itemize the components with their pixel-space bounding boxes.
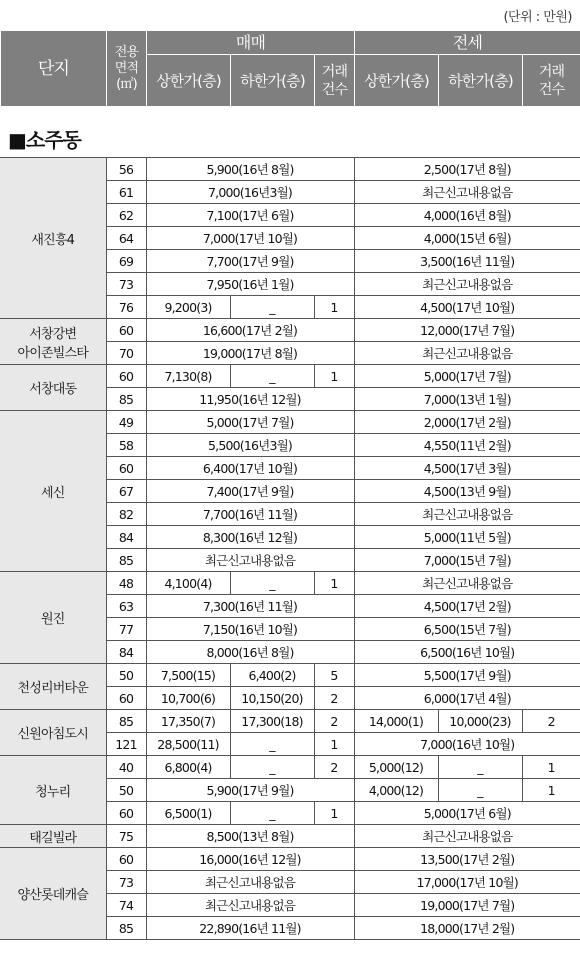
rent-merged-cell: 6,500(16년 10월) [354,641,580,664]
sale-merged-cell: 5,900(17년 9월) [146,779,354,802]
sale-upper-cell: 7,500(15) [146,664,230,687]
sale-count-cell: 1 [314,572,354,595]
table-row [0,848,580,871]
sale-count-cell: 1 [314,296,354,319]
area-cell: 48 [106,572,146,595]
rent-merged-cell: 6,500(15년 7월) [354,618,580,641]
complex-name-line: 아이존빌스타 [17,345,89,361]
rent-merged-cell: 4,500(17년 3월) [354,457,580,480]
rent-merged-cell: 최근신고내용없음 [354,503,580,526]
header-rent-lower: 하한가(층) [439,55,523,107]
area-cell: 84 [106,526,146,549]
header-sale-upper: 상한가(층) [147,55,231,107]
sale-merged-cell: 8,300(16년 12월) [146,526,354,549]
area-cell: 75 [106,825,146,848]
complex-name [0,319,106,365]
area-cell: 63 [106,595,146,618]
sale-merged-cell: 8,500(13년 8월) [146,825,354,848]
table-row [0,411,580,434]
price-table [0,157,580,940]
sale-merged-cell: 19,000(17년 8월) [146,342,354,365]
sale-upper-cell: 6,500(1) [146,802,230,825]
rent-merged-cell: 2,000(17년 2월) [354,411,580,434]
rent-merged-cell: 최근신고내용없음 [354,572,580,595]
sale-count-cell: 2 [314,687,354,710]
area-cell: 56 [106,158,146,181]
area-cell: 76 [106,296,146,319]
sale-merged-cell: 6,400(17년 10월) [146,457,354,480]
rent-upper-cell: 4,000(12) [354,779,438,802]
header-sale: 매매 [147,31,355,55]
rent-merged-cell: 4,500(17년 2월) [354,595,580,618]
sale-merged-cell: 최근신고내용없음 [146,871,354,894]
header-rent-upper: 상한가(층) [355,55,439,107]
sale-merged-cell: 8,000(16년 8월) [146,641,354,664]
rent-merged-cell: 19,000(17년 7월) [354,894,580,917]
unit-label: (단위 : 만원) [503,10,572,25]
sale-merged-cell: 16,600(17년 2월) [146,319,354,342]
area-cell: 60 [106,687,146,710]
sale-merged-cell: 5,000(17년 7월) [146,411,354,434]
sale-lower-cell: _ [230,733,314,756]
complex-name-line: 서창강변 [29,326,77,342]
complex-name: 서창대동 [0,365,106,411]
rent-merged-cell: 13,500(17년 2월) [354,848,580,871]
rent-merged-cell: 12,000(17년 7월) [354,319,580,342]
sale-merged-cell: 7,950(16년 1월) [146,273,354,296]
sale-merged-cell: 11,950(16년 12월) [146,388,354,411]
rent-merged-cell: 5,000(17년 6월) [354,802,580,825]
area-cell: 70 [106,342,146,365]
sale-merged-cell: 7,700(16년 11월) [146,503,354,526]
rent-lower-cell: _ [438,779,522,802]
sale-merged-cell: 5,900(16년 8월) [146,158,354,181]
rent-lower-cell: 10,000(23) [438,710,522,733]
sale-count-cell: 2 [314,756,354,779]
area-cell: 85 [106,549,146,572]
complex-name: 원진 [0,572,106,664]
rent-count-cell: 1 [522,756,580,779]
sale-lower-cell: _ [230,365,314,388]
area-cell: 82 [106,503,146,526]
sale-count-cell: 1 [314,802,354,825]
sale-lower-cell: 17,300(18) [230,710,314,733]
complex-name: 태길빌라 [0,825,106,848]
sale-lower-cell: 6,400(2) [230,664,314,687]
area-cell: 60 [106,319,146,342]
complex-name: 양산롯데캐슬 [0,848,106,940]
rent-merged-cell: 7,000(13년 1월) [354,388,580,411]
table-row [0,365,580,388]
rent-merged-cell: 7,000(15년 7월) [354,549,580,572]
sale-upper-cell: 7,130(8) [146,365,230,388]
sale-merged-cell: 5,500(16년3월) [146,434,354,457]
rent-merged-cell: 최근신고내용없음 [354,342,580,365]
complex-name: 세신 [0,411,106,572]
area-cell: 50 [106,664,146,687]
sale-merged-cell: 7,100(17년 6월) [146,204,354,227]
rent-count-cell: 2 [522,710,580,733]
sale-merged-cell: 7,000(16년3월) [146,181,354,204]
rent-merged-cell: 7,000(16년 10월) [354,733,580,756]
table-row [0,825,580,848]
area-cell: 85 [106,388,146,411]
area-cell: 61 [106,181,146,204]
complex-name: 천성리버타운 [0,664,106,710]
header-complex: 단지 [1,31,107,107]
sale-upper-cell: 9,200(3) [146,296,230,319]
table-row [0,710,580,733]
sale-upper-cell: 4,100(4) [146,572,230,595]
area-cell: 73 [106,273,146,296]
sale-count-cell: 1 [314,733,354,756]
complex-name: 신원아침도시 [0,710,106,756]
area-cell: 121 [106,733,146,756]
table-row [0,319,580,342]
sale-lower-cell: _ [230,572,314,595]
area-cell: 77 [106,618,146,641]
area-cell: 60 [106,802,146,825]
sale-lower-cell: _ [230,802,314,825]
header-area: 전용 면적 (㎡) [107,31,147,107]
rent-merged-cell: 2,500(17년 8월) [354,158,580,181]
sale-upper-cell: 6,800(4) [146,756,230,779]
sale-upper-cell: 17,350(7) [146,710,230,733]
header-sale-count: 거래 건수 [315,55,355,107]
area-cell: 49 [106,411,146,434]
area-cell: 60 [106,365,146,388]
rent-merged-cell: 4,500(13년 9월) [354,480,580,503]
header-rent: 전세 [355,31,580,55]
area-cell: 64 [106,227,146,250]
table-header [0,30,580,107]
area-cell: 40 [106,756,146,779]
area-cell: 84 [106,641,146,664]
sale-count-cell: 2 [314,710,354,733]
area-cell: 60 [106,848,146,871]
area-cell: 67 [106,480,146,503]
table-row [0,756,580,779]
rent-merged-cell: 5,000(11년 5월) [354,526,580,549]
area-cell: 73 [106,871,146,894]
sale-count-cell: 5 [314,664,354,687]
sale-merged-cell: 22,890(16년 11월) [146,917,354,940]
header-sale-lower: 하한가(층) [231,55,315,107]
rent-lower-cell: _ [438,756,522,779]
table-row [0,572,580,595]
sale-merged-cell: 7,000(17년 10월) [146,227,354,250]
rent-merged-cell: 5,500(17년 9월) [354,664,580,687]
header-rent-count: 거래 건수 [523,55,580,107]
sale-lower-cell: _ [230,296,314,319]
sale-merged-cell: 최근신고내용없음 [146,894,354,917]
complex-name: 청누리 [0,756,106,825]
complex-name: 새진흥4 [0,158,106,319]
table-row [0,158,580,181]
rent-upper-cell: 14,000(1) [354,710,438,733]
rent-merged-cell: 4,000(16년 8월) [354,204,580,227]
rent-merged-cell: 최근신고내용없음 [354,825,580,848]
rent-merged-cell: 4,550(11년 2월) [354,434,580,457]
sale-lower-cell: _ [230,756,314,779]
area-cell: 60 [106,457,146,480]
rent-upper-cell: 5,000(12) [354,756,438,779]
sale-upper-cell: 28,500(11) [146,733,230,756]
sale-merged-cell: 최근신고내용없음 [146,549,354,572]
rent-merged-cell: 3,500(16년 11월) [354,250,580,273]
rent-merged-cell: 17,000(17년 10월) [354,871,580,894]
sale-merged-cell: 7,300(16년 11월) [146,595,354,618]
rent-count-cell: 1 [522,779,580,802]
area-cell: 58 [106,434,146,457]
sale-merged-cell: 7,400(17년 9월) [146,480,354,503]
rent-merged-cell: 4,500(17년 10월) [354,296,580,319]
area-cell: 50 [106,779,146,802]
section-title: ■소주동 [8,128,81,152]
sale-count-cell: 1 [314,365,354,388]
rent-merged-cell: 4,000(15년 6월) [354,227,580,250]
rent-merged-cell: 5,000(17년 7월) [354,365,580,388]
area-cell: 85 [106,710,146,733]
area-cell: 69 [106,250,146,273]
sale-lower-cell: 10,150(20) [230,687,314,710]
rent-merged-cell: 6,000(17년 4월) [354,687,580,710]
table-row [0,664,580,687]
rent-merged-cell: 최근신고내용없음 [354,273,580,296]
sale-merged-cell: 7,150(16년 10월) [146,618,354,641]
rent-merged-cell: 최근신고내용없음 [354,181,580,204]
area-cell: 74 [106,894,146,917]
rent-merged-cell: 18,000(17년 2월) [354,917,580,940]
sale-upper-cell: 10,700(6) [146,687,230,710]
sale-merged-cell: 7,700(17년 9월) [146,250,354,273]
area-cell: 62 [106,204,146,227]
area-cell: 85 [106,917,146,940]
sale-merged-cell: 16,000(16년 12월) [146,848,354,871]
